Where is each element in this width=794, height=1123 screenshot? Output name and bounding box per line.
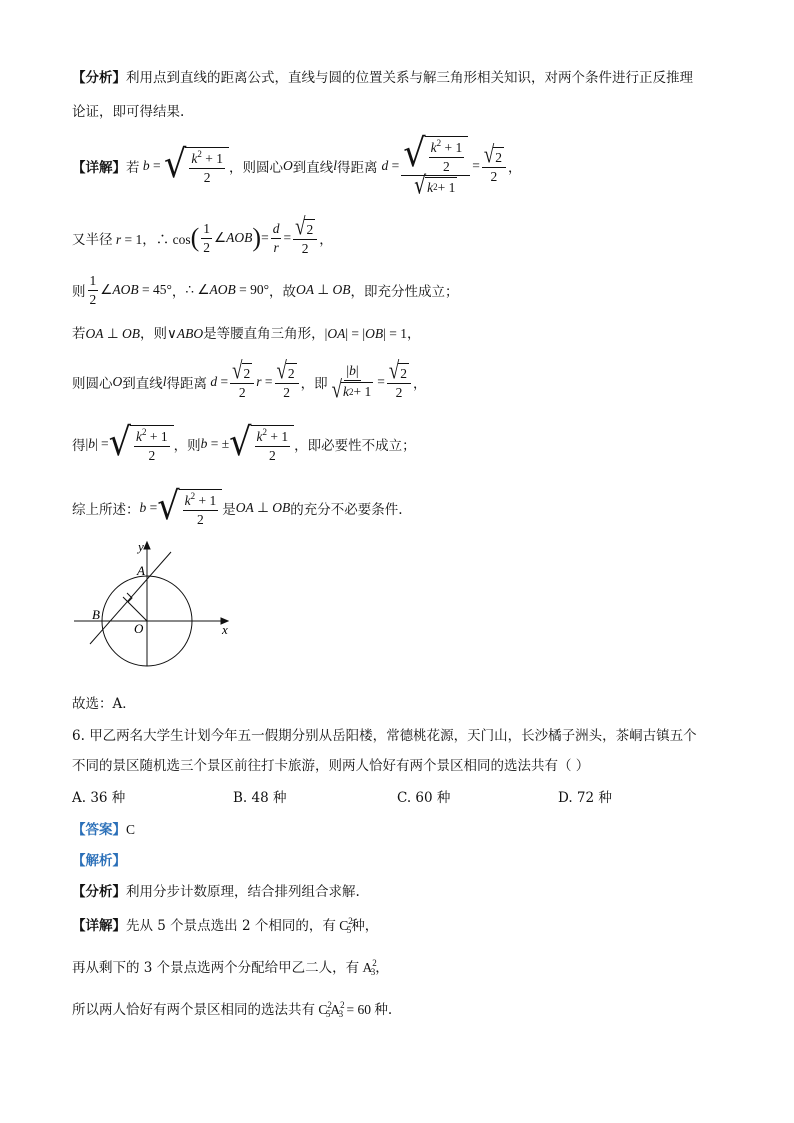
analysis-text: 利用点到直线的距离公式，直线与圆的位置关系与解三角形相关知识，对两个条件进行正反推理 (126, 70, 693, 86)
label-O: O (134, 621, 144, 636)
detail-6-line-2: 再从剩下的 3 个景点选两个分配给甲乙二人，有 $A^2_3$， (72, 958, 389, 977)
sqrt-expression: √ $\frac{k^2 + 1}{2}$ (164, 147, 229, 185)
answer-6: 【答案】C (72, 822, 136, 838)
perpendicular-segment (123, 597, 147, 621)
jiexi-6: 【解析】 (72, 853, 126, 869)
option-d: D. 72 种 (558, 790, 612, 806)
answer-choice-line: 故选：A． (72, 696, 136, 712)
detail-line-6: 得 |b| = √ $\frac{k^2 + 1}{2}$ ，则 b = ± √ $\frac{k^2 + 1}{2}$ ，即必要性不成立； (72, 419, 416, 465)
label-y: y (138, 539, 144, 554)
label-B: B (92, 607, 100, 622)
detail-line-5: 则圆心 O 到直线 l 得距离 d = √ 2 2 r = √ 2 2 ，即 |b| √ k 2 + 1 = √ 2 2 ， (72, 357, 427, 404)
analysis-tag: 【分析】 (72, 70, 126, 86)
option-b: B. 48 种 (233, 790, 287, 806)
detail-line-2: 又半径 r = 1，∴ cos ( $\frac{1}{2}$ ∠AOB ) = $\frac{d}{r}$ = √ 2 2 ， (72, 213, 333, 257)
detail-6-line-3: 所以两人恰好有两个景区相同的选法共有 $C^2_5A^2_3 = 60$ 种. (72, 1000, 393, 1019)
detail-line-7: 综上所述： b = √ $\frac{k^2 + 1}{2}$ 是 OA ⊥ OB 的充分不必要条件. (72, 483, 403, 529)
option-c: C. 60 种 (397, 790, 451, 806)
analysis-paragraph (72, 66, 693, 86)
label-A: A (137, 563, 145, 578)
analysis-6: 【分析】利用分步计数原理，结合排列组合求解. (72, 884, 360, 900)
line-l (90, 552, 171, 644)
question-6-options (72, 786, 722, 806)
geometry-figure (68, 536, 238, 670)
detail-line-3: 则 $\frac{1}{2}$ ∠AOB = 45° ， ∴ ∠AOB = 90° ，故 OA ⊥ OB ，即充分性成立； (72, 272, 459, 307)
distance-fraction: √ $\frac{k^2 + 1}{2}$ √ k 2 + 1 (401, 136, 470, 196)
option-a: A. 36 种 (72, 790, 126, 806)
detail-6-line-1: 【详解】先从 5 个景点选出 2 个相同的，有 $C^2_5$种， (72, 916, 379, 935)
label-x: x (222, 622, 228, 637)
question-6: 6. 甲乙两名大学生计划今年五一假期分别从岳阳楼，常德桃花源，天门山，长沙橘子洲头，茶峒古镇五个 (72, 728, 697, 744)
analysis-paragraph-cont: 论证，即可得结果. (72, 104, 185, 120)
detail-line-1: 【详解】 若 b = √ $\frac{k^2 + 1}{2}$ ，则圆心 O 到直线 l 得距离 d = √ $\frac{k^2 + 1}{2}$ √ k 2 + 1 = √ 2 2 ， (72, 130, 522, 201)
y-axis-arrow (144, 542, 150, 549)
detail-line-4: 若OA ⊥ OB，则∨ABO是等腰直角三角形，|OA| = |OB| = 1， (72, 326, 421, 342)
question-6-cont: 不同的景区随机选三个景区前往打卡旅游，则两人恰好有两个景区相同的选法共有（ ） (72, 758, 590, 774)
